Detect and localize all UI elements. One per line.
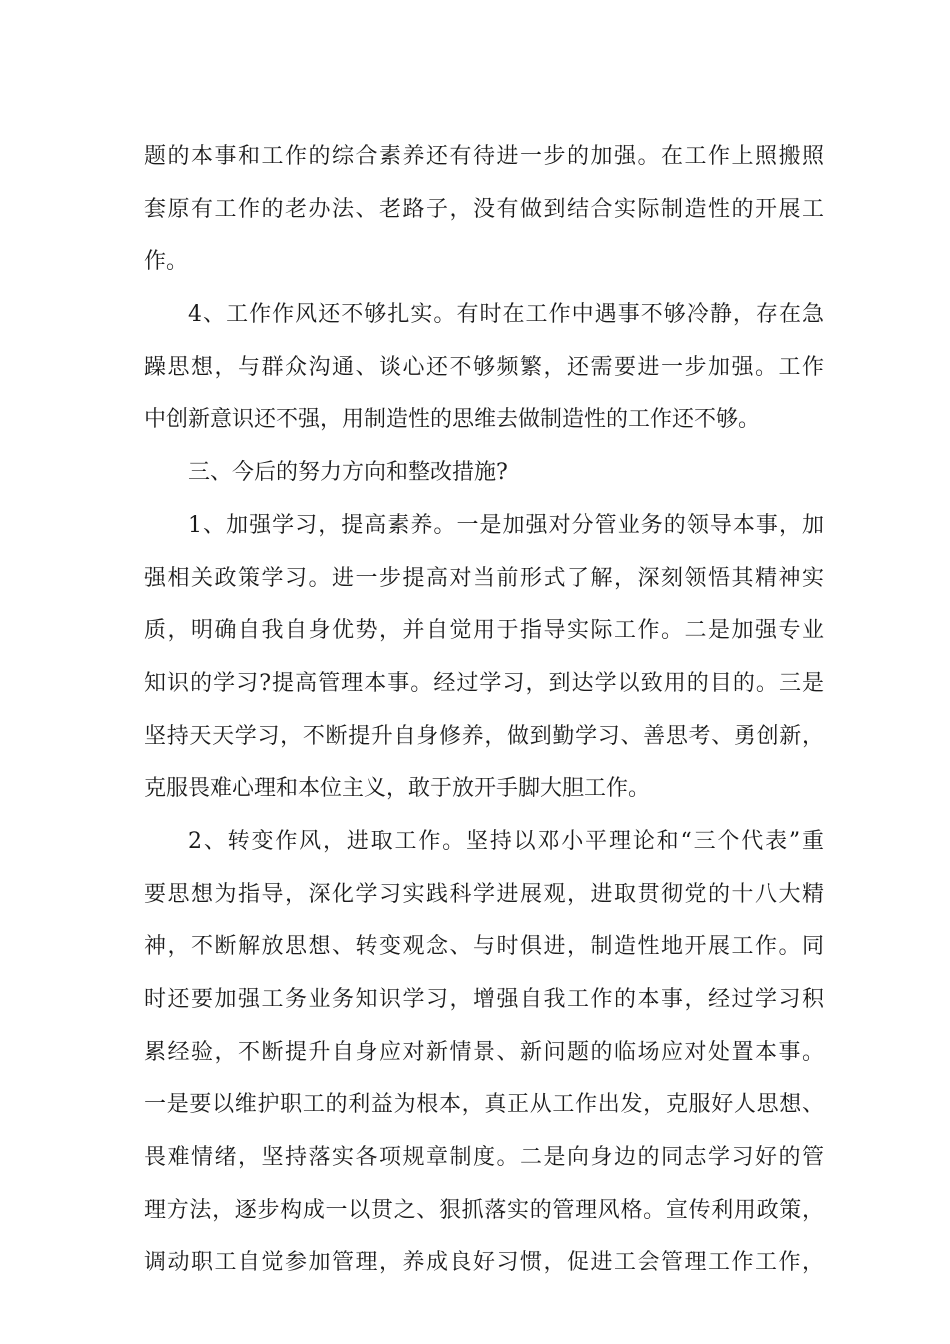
text-line: 克服畏难心理和本位主义，敢于放开手脚大胆工作。 bbox=[144, 776, 651, 802]
section-4-heading-line: 4、工作作风还不够扎实。有时在工作中遇事不够冷静，存在急 bbox=[188, 302, 824, 328]
text-line: 理方法，逐步构成一以贯之、狠抓落实的管理风格。宣传利用政策， bbox=[144, 1197, 824, 1223]
text-line: 躁思想，与群众沟通、谈心还不够频繁，还需要进一步加强。工作 bbox=[144, 354, 824, 380]
item-2-heading-line: 2、转变作风，进取工作。坚持以邓小平理论和“三个代表”重 bbox=[188, 828, 824, 854]
text-line: 作。 bbox=[144, 249, 189, 275]
text-line: 要思想为指导，深化学习实践科学进展观，进取贯彻党的十八大精 bbox=[144, 881, 824, 907]
text-line: 质，明确自我自身优势，并自觉用于指导实际工作。二是加强专业 bbox=[144, 618, 824, 644]
document-body bbox=[144, 131, 824, 1290]
text-line: 累经验，不断提升自身应对新情景、新问题的临场应对处置本事。 bbox=[144, 1039, 824, 1065]
section-heading: 三、今后的努力方向和整改措施? bbox=[188, 460, 508, 486]
text-line: 调动职工自觉参加管理，养成良好习惯，促进工会管理工作工作， bbox=[144, 1250, 824, 1276]
text-line: 畏难情绪，坚持落实各项规章制度。二是向身边的同志学习好的管 bbox=[144, 1145, 824, 1171]
text-line: 强相关政策学习。进一步提高对当前形式了解，深刻领悟其精神实 bbox=[144, 565, 824, 591]
text-line: 套原有工作的老办法、老路子，没有做到结合实际制造性的开展工 bbox=[144, 196, 824, 222]
text-line: 坚持天天学习，不断提升自身修养，做到勤学习、善思考、勇创新， bbox=[144, 723, 824, 749]
text-line: 中创新意识还不强，用制造性的思维去做制造性的工作还不够。 bbox=[144, 407, 761, 433]
text-line: 神，不断解放思想、转变观念、与时俱进，制造性地开展工作。同 bbox=[144, 934, 824, 960]
text-line: 时还要加强工务业务知识学习，增强自我工作的本事，经过学习积 bbox=[144, 987, 824, 1012]
text-line: 一是要以维护职工的利益为根本，真正从工作出发，克服好人思想、 bbox=[144, 1092, 824, 1118]
text-line: 题的本事和工作的综合素养还有待进一步的加强。在工作上照搬照 bbox=[144, 144, 824, 169]
item-1-heading-line: 1、加强学习，提高素养。一是加强对分管业务的领导本事，加 bbox=[188, 512, 824, 538]
text-line: 知识的学习?提高管理本事。经过学习，到达学以致用的目的。三是 bbox=[144, 670, 824, 696]
